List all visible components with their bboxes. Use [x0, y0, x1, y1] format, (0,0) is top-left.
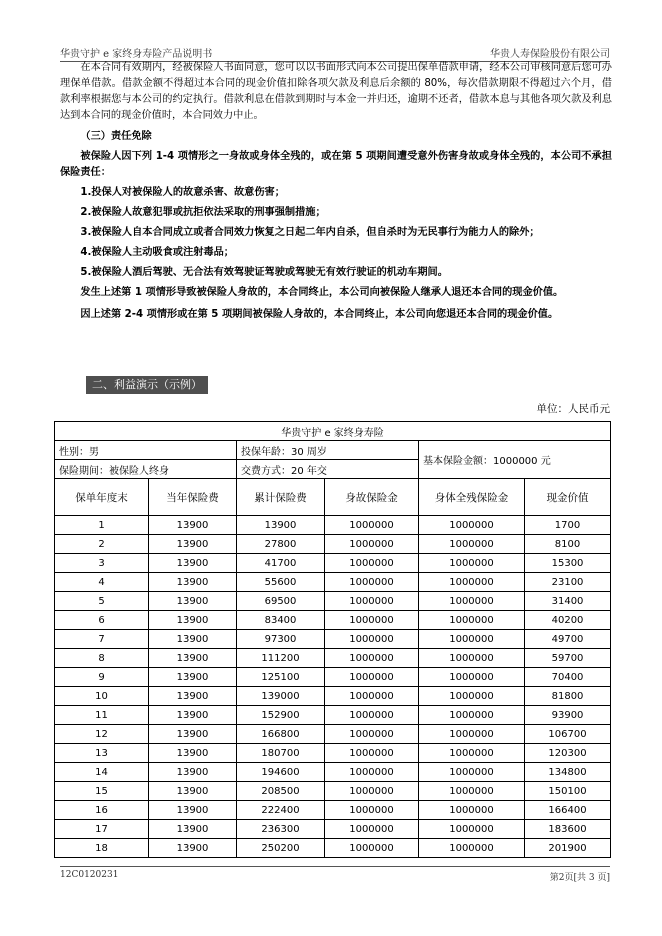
exemption-item-4: 4.被保险人主动吸食或注射毒品； — [80, 247, 234, 258]
table-cell: 55600 — [237, 573, 325, 592]
table-cell: 13900 — [149, 554, 237, 573]
table-cell: 1000000 — [419, 649, 525, 668]
table-row — [55, 649, 611, 668]
table-cell: 1000000 — [325, 573, 419, 592]
table-cell: 13900 — [149, 535, 237, 554]
table-cell: 23100 — [525, 573, 611, 592]
page-number: 第2页[共 3 页] — [549, 873, 610, 883]
table-cell: 7 — [55, 630, 149, 649]
table-cell: 120300 — [525, 744, 611, 763]
table-cell: 3 — [55, 554, 149, 573]
table-cell: 11 — [55, 706, 149, 725]
table-cell: 17 — [55, 820, 149, 839]
table-cell: 166800 — [237, 725, 325, 744]
table-row — [55, 535, 611, 554]
table-cell: 1000000 — [419, 725, 525, 744]
table-cell: 1000000 — [419, 535, 525, 554]
benefit-illustration-table — [54, 421, 611, 858]
table-row — [55, 516, 611, 535]
table-cell: 1000000 — [325, 630, 419, 649]
table-cell: 1000000 — [325, 554, 419, 573]
table-row — [55, 801, 611, 820]
table-cell: 152900 — [237, 706, 325, 725]
table-cell: 13900 — [149, 801, 237, 820]
table-cell: 13900 — [149, 744, 237, 763]
table-cell: 1000000 — [419, 573, 525, 592]
table-cell: 250200 — [237, 839, 325, 858]
table-cell: 1000000 — [325, 687, 419, 706]
table-cell: 1000000 — [325, 744, 419, 763]
table-cell: 125100 — [237, 668, 325, 687]
table-cell: 2 — [55, 535, 149, 554]
table-cell: 166400 — [525, 801, 611, 820]
table-cell: 93900 — [525, 706, 611, 725]
table-row — [55, 554, 611, 573]
table-row — [55, 744, 611, 763]
table-cell: 1000000 — [325, 535, 419, 554]
column-header: 身体全残保险金 — [419, 479, 525, 516]
table-cell: 70400 — [525, 668, 611, 687]
table-cell: 1 — [55, 516, 149, 535]
exemption-item-2: 2.被保险人故意犯罪或抗拒依法采取的刑事强制措施； — [80, 207, 326, 218]
table-cell: 10 — [55, 687, 149, 706]
table-row — [55, 725, 611, 744]
table-row — [55, 687, 611, 706]
table-cell: 13900 — [149, 592, 237, 611]
table-cell: 201900 — [525, 839, 611, 858]
table-cell: 13900 — [149, 725, 237, 744]
table-row — [55, 630, 611, 649]
table-cell: 1000000 — [325, 782, 419, 801]
table-cell: 1000000 — [419, 554, 525, 573]
table-cell: 4 — [55, 573, 149, 592]
loan-paragraph: 在本合同有效期内，经被保险人书面同意，您可以以书面形式向本公司提出保单借款申请，经本公司审核同意后您可办理保单借款。借款金额不得超过本合同的现金价值扣除各项欠款及利息后余额的 80%，每次借款期限不得超过六个月，借款利率根据您与本公司的约定执行。借款利息在借款到期时与本金一并归还，逾期不还者，借款本息与其他各项欠款及利息达到本合同的现金价值时，本合同效力中止。 — [60, 62, 612, 121]
table-cell: 16 — [55, 801, 149, 820]
table-cell: 1000000 — [325, 706, 419, 725]
insurance-period: 保险期间：被保险人终身 — [55, 460, 237, 479]
table-cell: 1000000 — [325, 649, 419, 668]
table-row — [55, 782, 611, 801]
table-row — [55, 706, 611, 725]
exemption-item-3: 3.被保险人自本合同成立或者合同效力恢复之日起二年内自杀，但自杀时为无民事行为能力人的除外； — [80, 227, 540, 238]
table-cell: 1000000 — [325, 820, 419, 839]
table-cell: 180700 — [237, 744, 325, 763]
table-cell: 134800 — [525, 763, 611, 782]
table-cell: 1000000 — [325, 801, 419, 820]
table-cell: 1000000 — [419, 839, 525, 858]
table-cell: 1000000 — [419, 744, 525, 763]
table-cell: 13900 — [149, 611, 237, 630]
exemption-after-2: 因上述第 2-4 项情形或在第 5 项期间被保险人身故的，本合同终止，本公司向您退还本合同的现金价值。 — [80, 309, 559, 320]
column-header: 保单年度末 — [55, 479, 149, 516]
table-cell: 69500 — [237, 592, 325, 611]
table-cell: 106700 — [525, 725, 611, 744]
currency-unit: 单位：人民币元 — [536, 403, 610, 415]
table-cell: 97300 — [237, 630, 325, 649]
table-cell: 1000000 — [419, 630, 525, 649]
table-title: 华贵守护 e 家终身寿险 — [55, 422, 611, 441]
payment-method: 交费方式：20 年交 — [237, 460, 419, 479]
table-row — [55, 611, 611, 630]
table-header-row — [55, 479, 611, 516]
table-cell: 13 — [55, 744, 149, 763]
table-cell: 59700 — [525, 649, 611, 668]
table-cell: 1000000 — [419, 763, 525, 782]
table-cell: 83400 — [237, 611, 325, 630]
table-cell: 1000000 — [419, 706, 525, 725]
exemption-item-1: 1.投保人对被保险人的故意杀害、故意伤害； — [80, 187, 285, 198]
table-cell: 5 — [55, 592, 149, 611]
header-product-name: 华贵守护 e 家终身寿险产品说明书 — [60, 49, 213, 60]
table-row — [55, 573, 611, 592]
table-cell: 13900 — [149, 687, 237, 706]
table-cell: 13900 — [237, 516, 325, 535]
table-cell: 31400 — [525, 592, 611, 611]
section-2-title: 二、利益演示（示例） — [86, 376, 208, 394]
insured-gender: 性别：男 — [55, 441, 237, 460]
table-cell: 13900 — [149, 649, 237, 668]
insured-age: 投保年龄：30 周岁 — [237, 441, 419, 460]
table-cell: 13900 — [149, 706, 237, 725]
table-cell: 139000 — [237, 687, 325, 706]
table-cell: 1000000 — [419, 611, 525, 630]
table-cell: 13900 — [149, 668, 237, 687]
table-cell: 1000000 — [325, 839, 419, 858]
table-cell: 13900 — [149, 573, 237, 592]
table-cell: 1000000 — [325, 592, 419, 611]
table-cell: 13900 — [149, 516, 237, 535]
exemption-item-5: 5.被保险人酒后驾驶、无合法有效驾驶证驾驶或驾驶无有效行驶证的机动车期间。 — [80, 267, 448, 278]
table-cell: 1000000 — [325, 668, 419, 687]
column-header: 身故保险金 — [325, 479, 419, 516]
table-row — [55, 668, 611, 687]
table-cell: 111200 — [237, 649, 325, 668]
table-cell: 13900 — [149, 782, 237, 801]
column-header: 当年保险费 — [149, 479, 237, 516]
header-company-name: 华贵人寿保险股份有限公司 — [490, 49, 610, 60]
table-cell: 13900 — [149, 839, 237, 858]
exemption-after-1: 发生上述第 1 项情形导致被保险人身故的，本合同终止，本公司向被保险人继承人退还本合同的现金价值。 — [80, 287, 564, 298]
table-cell: 1000000 — [325, 516, 419, 535]
table-cell: 15300 — [525, 554, 611, 573]
table-cell: 236300 — [237, 820, 325, 839]
table-cell: 27800 — [237, 535, 325, 554]
table-cell: 222400 — [237, 801, 325, 820]
table-cell: 183600 — [525, 820, 611, 839]
table-cell: 1000000 — [325, 763, 419, 782]
table-cell: 1000000 — [419, 782, 525, 801]
table-cell: 1000000 — [419, 687, 525, 706]
table-cell: 12 — [55, 725, 149, 744]
table-cell: 194600 — [237, 763, 325, 782]
table-cell: 81800 — [525, 687, 611, 706]
table-cell: 14 — [55, 763, 149, 782]
table-cell: 1700 — [525, 516, 611, 535]
table-cell: 15 — [55, 782, 149, 801]
document-body — [60, 60, 612, 323]
page-footer — [60, 866, 610, 885]
sum-insured: 基本保险金额：1000000 元 — [419, 441, 611, 479]
table-cell: 18 — [55, 839, 149, 858]
table-cell: 13900 — [149, 820, 237, 839]
column-header: 累计保险费 — [237, 479, 325, 516]
exemption-title: （三）责任免除 — [80, 131, 152, 142]
column-header: 现金价值 — [525, 479, 611, 516]
table-cell: 40200 — [525, 611, 611, 630]
table-cell: 41700 — [237, 554, 325, 573]
table-cell: 13900 — [149, 630, 237, 649]
table-cell: 49700 — [525, 630, 611, 649]
table-cell: 150100 — [525, 782, 611, 801]
table-cell: 13900 — [149, 763, 237, 782]
table-row — [55, 592, 611, 611]
table-cell: 6 — [55, 611, 149, 630]
table-cell: 9 — [55, 668, 149, 687]
table-row — [55, 820, 611, 839]
table-cell: 1000000 — [325, 611, 419, 630]
table-cell: 208500 — [237, 782, 325, 801]
table-cell: 1000000 — [419, 516, 525, 535]
table-cell: 8 — [55, 649, 149, 668]
table-cell: 1000000 — [419, 668, 525, 687]
table-cell: 1000000 — [419, 592, 525, 611]
table-cell: 1000000 — [325, 725, 419, 744]
footer-code: 12C0120231 — [60, 870, 119, 880]
table-cell: 8100 — [525, 535, 611, 554]
table-row — [55, 763, 611, 782]
table-cell: 1000000 — [419, 801, 525, 820]
table-cell: 1000000 — [419, 820, 525, 839]
exemption-intro: 被保险人因下列 1-4 项情形之一身故或身体全残的，或在第 5 项期间遭受意外伤害身故或身体全残的，本公司不承担保险责任： — [60, 151, 612, 178]
table-row — [55, 839, 611, 858]
